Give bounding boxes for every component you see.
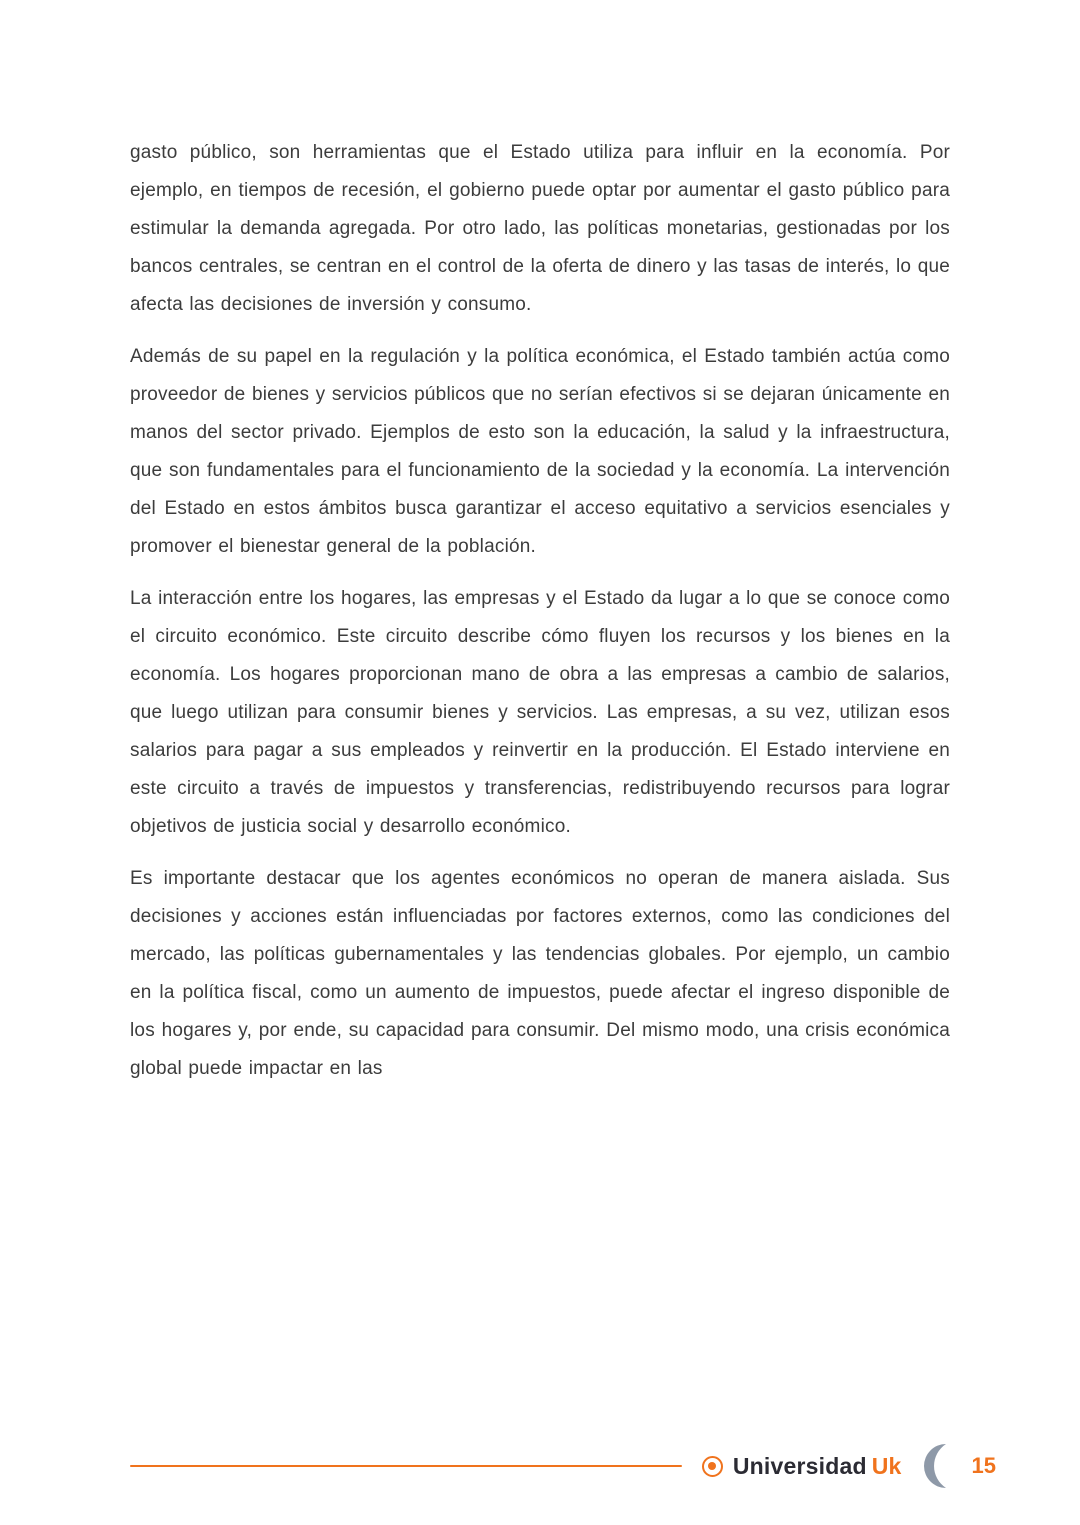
paragraph: Además de su papel en la regulación y la política económica, el Estado también actúa como proveedor de bienes y servicios públicos que no serían efectivos si se dejaran únicamente en manos del sector privado. Ejemplos de esto son la educación, la salud y la infraestructura, que son fundamentales para el funcionamiento de la sociedad y la economía. La intervención del Estado en estos ámbitos busca garantizar el acceso equitativo a servicios esenciales y promover el bienestar general de la población. <box>130 346 950 557</box>
paragraph: Es importante destacar que los agentes económicos no operan de manera aislada. Sus decisiones y acciones están influenciadas por factores externos, como las condiciones del mercado, las políticas gubernamentales y las tendencias globales. Por ejemplo, un cambio en la política fiscal, como un aumento de impuestos, puede afectar el ingreso disponible de los hogares y, por ende, su capacidad para consumir. Del mismo modo, una crisis económica global puede impactar en las <box>130 868 950 1079</box>
page-number: 15 <box>971 1453 996 1478</box>
page-footer <box>130 1440 996 1492</box>
brand-suffix-text: Uk <box>871 1452 902 1479</box>
brand-ring-icon <box>702 1456 723 1477</box>
brand-name <box>733 1453 902 1480</box>
footer-rule <box>130 1465 682 1467</box>
paragraph: La interacción entre los hogares, las empresas y el Estado da lugar a lo que se conoce como el circuito económico. Este circuito describe cómo fluyen los recursos y los bienes en la economía. Los hogares proporcionan mano de obra a las empresas a cambio de salarios, que luego utilizan para consumir bienes y servicios. Las empresas, a su vez, utilizan esos salarios para pagar a sus empleados y reinvertir en la producción. El Estado interviene en este circuito a través de impuestos y transferencias, redistribuyendo recursos para lograr objetivos de justicia social y desarrollo económico. <box>130 588 950 837</box>
crescent-icon <box>920 1443 950 1489</box>
brand-name-text: Universidad <box>732 1452 867 1479</box>
paragraph: gasto público, son herramientas que el Estado utiliza para influir en la economía. Por ejemplo, en tiempos de recesión, el gobierno puede optar por aumentar el gasto público para estimular la demanda agregada. Por otro lado, las políticas monetarias, gestionadas por los bancos centrales, se centran en el control de la oferta de dinero y las tasas de interés, lo que afecta las decisiones de inversión y consumo. <box>130 142 950 315</box>
body-text <box>130 134 950 1102</box>
